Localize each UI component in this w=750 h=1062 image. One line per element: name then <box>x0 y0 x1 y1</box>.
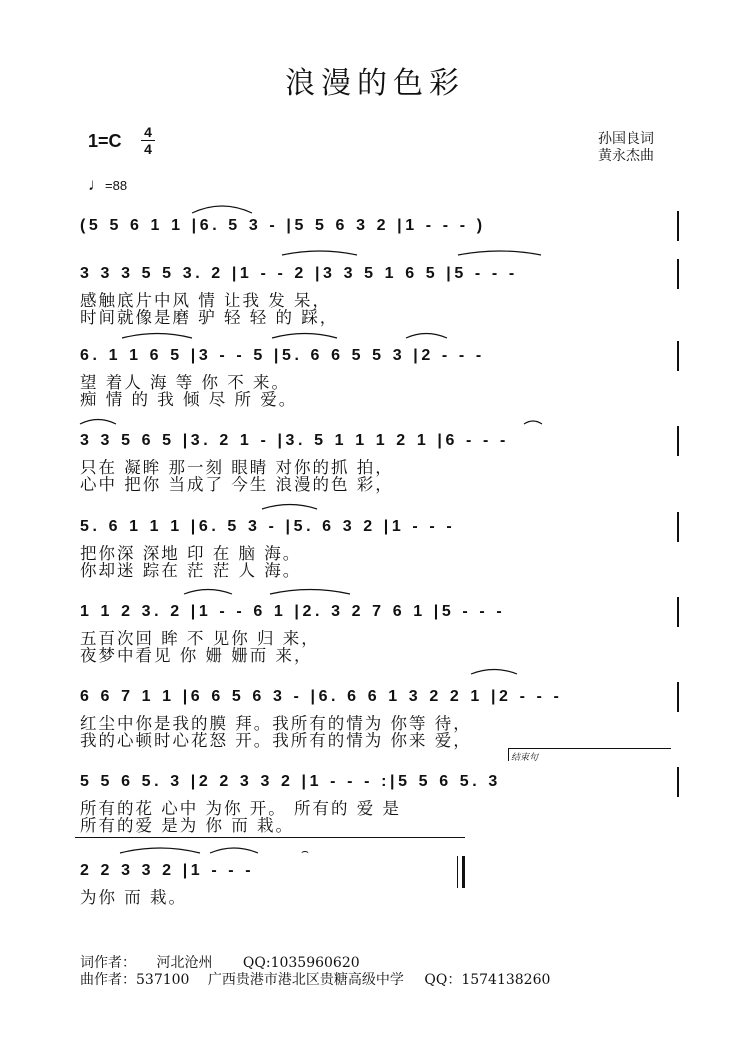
lyric-verse-1: 红尘中你是我的膜 拜。我所有的情为 你等 待， <box>80 714 472 733</box>
system-3 <box>0 426 750 506</box>
lyric-verse-1: 只在 凝眸 那一刻 眼睛 对你的抓 拍， <box>80 458 394 477</box>
lyricist-location: 河北沧州 <box>156 955 213 971</box>
lyric-verse-2: 时间就像是磨 驴 轻 轻 的 踩， <box>80 308 339 327</box>
tempo-value: =88 <box>105 178 128 193</box>
song-title: 浪漫的色彩 <box>285 66 465 101</box>
lyric-verse-2: 痴 情 的 我 倾 尽 所 爱。 <box>80 390 298 409</box>
lyric-verse-2: 你却迷 踪在 茫 茫 人 海。 <box>80 561 302 580</box>
lyric-verse-1: 五百次回 眸 不 见你 归 来， <box>80 629 320 648</box>
composer-qq: QQ：1574138260 <box>424 972 551 988</box>
composer-school: 广西贵港市港北区贵糖高级中学 <box>207 972 404 988</box>
system-notes: 1 1 2 3. 2 |1 - - 6 1 |2. 3 2 7 6 1 |5 - - - <box>80 603 506 620</box>
system-5 <box>0 597 750 677</box>
system-2 <box>0 341 750 421</box>
lyric-verse-2: 心中 把你 当成了 今生 浪漫的色 彩， <box>80 475 394 494</box>
system-1 <box>0 259 750 339</box>
system-notes: 6 6 7 1 1 |6 6 5 6 3 - |6. 6 6 1 3 2 2 1 |2 - - - <box>80 688 563 705</box>
key-signature: 1=C <box>88 131 122 151</box>
lyric-verse-1: 感触底片中风 情 让我 发 呆， <box>80 291 331 310</box>
meter-bottom: 4 <box>144 141 152 157</box>
coda-rule <box>75 837 465 838</box>
meter-top: 4 <box>144 124 152 140</box>
quarter-note-icon: ♩ <box>88 175 105 194</box>
system-4 <box>0 512 750 592</box>
final-barline <box>457 856 465 888</box>
fermata-icon: ⌢ <box>301 844 309 858</box>
lyric-verse-2: 夜梦中看见 你 姗 姗而 来， <box>80 646 313 665</box>
lyric-verse-1: 把你深 深地 印 在 脑 海。 <box>80 544 302 563</box>
system-8 <box>0 844 750 936</box>
system-notes: 3 3 3 5 5 3. 2 |1 - - 2 |3 3 5 1 6 5 |5 - - - <box>80 265 518 282</box>
system-notes: 6. 1 1 6 5 |3 - - 5 |5. 6 6 5 5 3 |2 - - - <box>80 347 485 364</box>
lyric-verse-2: 所有的爱 是为 你 而 栽。 <box>80 816 294 835</box>
tempo-marking <box>88 175 127 195</box>
lyric-verse-1: 为你 而 栽。 <box>80 888 187 907</box>
lyric-verse-2: 我的心顿时心花怒 开。我所有的情为 你来 爱， <box>80 731 472 750</box>
lyric-verse-1: 所有的花 心中 为你 开。 所有的 爱 是 <box>80 799 401 818</box>
lyricist-qq: QQ:1035960620 <box>242 955 360 971</box>
system-notes: 5. 6 1 1 1 |6. 5 3 - |5. 6 3 2 |1 - - - <box>80 518 456 535</box>
lyric-verse-1: 望 着人 海 等 你 不 来。 <box>80 373 290 392</box>
system-7 <box>0 767 750 847</box>
lyricist-credit: 孙国良词 <box>598 131 654 147</box>
composer-label: 曲作者：537100 <box>80 972 190 988</box>
lyricist-label: 词作者： <box>80 955 136 971</box>
composer-credit: 黄永杰曲 <box>598 148 654 164</box>
system-notes: 2 2 3 3 2 |1 - - - <box>80 862 255 879</box>
time-signature <box>141 125 155 156</box>
composer-info <box>80 969 550 989</box>
volta-label: 结束句 <box>511 753 539 763</box>
system-notes: 5 5 6 5. 3 |2 2 3 3 2 |1 - - - :|5 5 6 5. 3 <box>80 773 501 790</box>
system-notes: (5 5 6 1 1 |6. 5 3 - |5 5 6 3 2 |1 - - - ) <box>80 217 486 234</box>
system-notes: 3 3 5 6 5 |3. 2 1 - |3. 5 1 1 1 2 1 |6 - - - <box>80 432 509 449</box>
